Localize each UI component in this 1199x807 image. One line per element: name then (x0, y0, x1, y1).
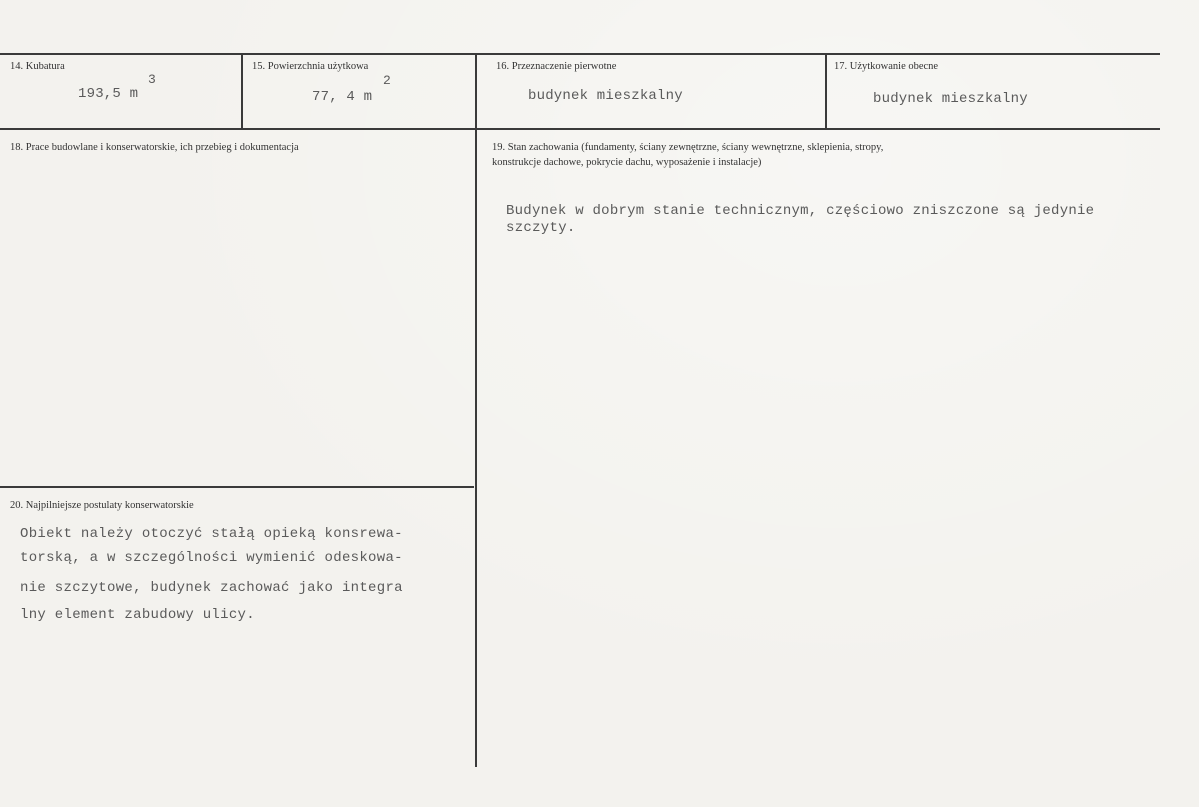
column-divider-1 (241, 53, 243, 128)
field-15-value: 77, 4 m (312, 89, 373, 105)
section-divider (0, 486, 474, 488)
field-16-value: budynek mieszkalny (528, 88, 683, 104)
field-20-text-line-1: Obiekt należy otoczyć stałą opieką konsrewa- (20, 526, 403, 542)
field-19-label-line-2: konstrukcje dachowe, pokrycie dachu, wyposażenie i instalacje) (492, 157, 762, 168)
field-17-label: 17. Użytkowanie obecne (834, 61, 939, 72)
field-19-text-line-1: Budynek w dobrym stanie technicznym, częściowo zniszczone są jedynie (506, 203, 1095, 219)
field-14-label: 14. Kubatura (10, 61, 65, 72)
field-20-label: 20. Najpilniejsze postulaty konserwatorskie (10, 500, 194, 511)
field-14-value: 193,5 m (78, 86, 139, 102)
field-16-label: 16. Przeznaczenie pierwotne (496, 61, 617, 72)
field-20-text-line-3: nie szczytowe, budynek zachować jako integra (20, 580, 403, 596)
top-rule (0, 53, 1160, 55)
field-20-text-line-2: torską, a w szczególności wymienić odeskowa- (20, 550, 403, 566)
field-19-label-line-1: 19. Stan zachowania (fundamenty, ściany zewnętrzne, ściany wewnętrzne, sklepienia, stropy, (492, 142, 884, 153)
field-14-superscript: 3 (148, 72, 156, 87)
field-15-superscript: 2 (383, 73, 391, 88)
field-15-label: 15. Powierzchnia użytkowa (252, 61, 369, 72)
row-divider (0, 128, 1160, 130)
column-divider-2 (475, 53, 477, 767)
field-17-value: budynek mieszkalny (873, 91, 1028, 107)
field-18-label: 18. Prace budowlane i konserwatorskie, ich przebieg i dokumentacja (10, 142, 299, 153)
column-divider-3 (825, 53, 827, 128)
field-19-text-line-2: szczyty. (506, 220, 576, 236)
field-20-text-line-4: lny element zabudowy ulicy. (20, 607, 255, 623)
